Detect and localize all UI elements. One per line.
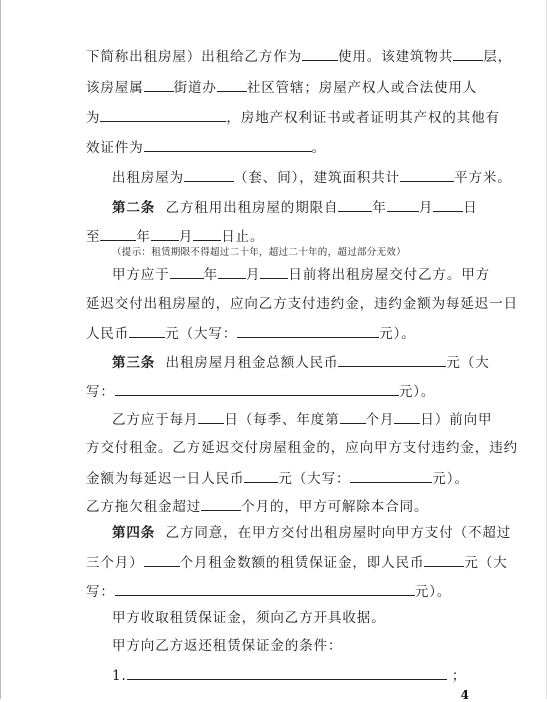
- text-run: 甲方应于: [112, 267, 170, 283]
- text-run: 街道办: [173, 80, 217, 96]
- text-run: 元）。: [379, 326, 416, 342]
- text-line: [0, 382, 547, 400]
- text-run: 元（大写：: [165, 326, 238, 342]
- text-line: [0, 497, 547, 515]
- text-line: [0, 296, 547, 312]
- text-run: 平方米。: [454, 170, 512, 186]
- fill-blank[interactable]: [244, 469, 278, 483]
- text-line: [0, 324, 547, 342]
- text-run: 为: [86, 110, 101, 126]
- text-line: [0, 108, 547, 126]
- text-line: [0, 410, 547, 428]
- text-run: 元）。: [398, 384, 436, 400]
- fill-blank[interactable]: [260, 265, 288, 279]
- text-line: [0, 227, 547, 245]
- text-run: 乙方同意，在甲方交付出租房屋时向甲方支付（不超过: [165, 525, 512, 541]
- fill-blank[interactable]: [218, 265, 246, 279]
- fill-blank[interactable]: [193, 227, 221, 241]
- text-run: 年: [136, 229, 151, 245]
- fill-blank[interactable]: [424, 553, 464, 567]
- text-run: 乙方应于每月: [112, 412, 199, 428]
- fill-blank[interactable]: [198, 410, 224, 424]
- text-run: 写：: [86, 384, 115, 400]
- text-run: 出租房屋为: [112, 170, 184, 186]
- text-line: [0, 198, 547, 216]
- text-run: 日）前向甲: [420, 412, 493, 428]
- text-run: 日前将出租房屋交付乙方。甲方: [288, 267, 491, 283]
- text-run: 金额为每延迟一日人民币: [86, 471, 245, 487]
- text-line: [0, 553, 547, 571]
- fill-blank[interactable]: [184, 168, 234, 182]
- fill-blank[interactable]: [115, 582, 415, 596]
- text-run: 写：: [86, 584, 115, 600]
- list-number: 1.: [112, 668, 127, 684]
- text-line: [0, 138, 547, 156]
- fill-blank[interactable]: [340, 410, 366, 424]
- text-run: 元（大写：: [278, 471, 351, 487]
- text-run: 月: [178, 229, 194, 245]
- fill-blank[interactable]: [338, 353, 446, 367]
- text-run: 乙方租用出租房屋的期限自: [165, 200, 339, 216]
- text-line: [0, 638, 547, 654]
- text-run: 个月的，甲方可解除本合同。: [241, 499, 429, 515]
- fill-blank[interactable]: [100, 227, 136, 241]
- hint-note: [0, 245, 547, 261]
- fill-blank[interactable]: [170, 265, 204, 279]
- text-line: [0, 353, 547, 371]
- text-line: [0, 168, 547, 186]
- fill-blank[interactable]: [127, 666, 447, 680]
- text-run: 年: [372, 200, 387, 216]
- fill-blank[interactable]: [129, 324, 165, 338]
- fill-blank[interactable]: [201, 497, 241, 511]
- text-line: [0, 666, 547, 684]
- text-run: 甲方收取租赁保证金，须向乙方开具收据。: [112, 610, 386, 626]
- fill-blank[interactable]: [433, 198, 463, 212]
- fill-blank[interactable]: [144, 138, 312, 152]
- text-run: 甲方向乙方返还租赁保证金的条件：: [112, 638, 343, 654]
- text-run: 出租房屋月租金总额人民币: [165, 355, 339, 371]
- text-run: ；: [451, 668, 467, 684]
- text-run: 元）。: [414, 584, 452, 600]
- text-line: [0, 440, 547, 456]
- text-line: [0, 78, 547, 96]
- fill-blank[interactable]: [394, 410, 420, 424]
- text-run: 方交付租金。乙方延迟交付房屋租金的，应向甲方支付违约金，违约: [86, 440, 518, 456]
- text-run: 个月: [365, 412, 395, 428]
- text-run: 。: [311, 140, 327, 156]
- fill-blank[interactable]: [217, 78, 247, 92]
- fill-blank[interactable]: [302, 47, 338, 61]
- text-run: 元（大: [446, 355, 490, 371]
- fill-blank[interactable]: [144, 553, 180, 567]
- text-line: [0, 525, 547, 541]
- text-run: 社区管辖；房屋产权人或合法使用人: [246, 80, 478, 96]
- fill-blank[interactable]: [453, 47, 483, 61]
- text-run: 年: [203, 267, 219, 283]
- article-heading: 第四条: [112, 525, 156, 541]
- fill-blank[interactable]: [400, 168, 454, 182]
- text-run: 至: [86, 229, 101, 245]
- article-heading: 第三条: [112, 355, 156, 371]
- text-run: 层，: [483, 49, 513, 65]
- text-run: 人民币: [86, 326, 130, 342]
- fill-blank[interactable]: [100, 108, 226, 122]
- text-run: 延迟交付出租房屋的，应向乙方支付违约金，违约金额为每延迟一日: [86, 296, 518, 312]
- text-run: 乙方拖欠租金超过: [86, 499, 202, 515]
- fill-blank[interactable]: [237, 324, 379, 338]
- fill-blank[interactable]: [350, 469, 432, 483]
- text-run: 元）。: [432, 471, 469, 487]
- text-run: （套、间），建筑面积共计: [234, 170, 401, 186]
- text-run: 日（每季、年度第: [224, 412, 340, 428]
- text-run: 下简称出租房屋）出租给乙方作为: [86, 49, 302, 65]
- text-run: 月: [246, 267, 261, 283]
- text-line: [0, 582, 547, 600]
- hint-text: （提示：租赁期限不得超过二十年，超过二十年的，超过部分无效）: [112, 247, 407, 258]
- fill-blank[interactable]: [151, 227, 179, 241]
- text-run: 该房屋属: [86, 80, 144, 96]
- fill-blank[interactable]: [115, 382, 399, 396]
- text-run: 效证件为: [86, 140, 144, 156]
- text-run: 元（大: [464, 555, 508, 571]
- text-run: 使用。该建筑物共: [338, 49, 454, 65]
- text-line: [0, 265, 547, 283]
- fill-blank[interactable]: [144, 78, 174, 92]
- text-run: ，房地产权利证书或者证明其产权的其他有: [226, 110, 501, 126]
- text-run: 日止。: [221, 229, 265, 245]
- article-heading: 第二条: [112, 200, 156, 216]
- text-line: [0, 469, 547, 487]
- fill-blank[interactable]: [387, 198, 419, 212]
- text-line: [0, 610, 547, 626]
- fill-blank[interactable]: [338, 198, 372, 212]
- text-run: 个月租金数额的租赁保证金，即人民币: [179, 555, 425, 571]
- text-line: [0, 47, 547, 65]
- page-corner-mark: 4: [460, 688, 469, 702]
- text-run: 月: [418, 200, 434, 216]
- text-run: 日: [463, 200, 478, 216]
- text-run: 三个月）: [86, 555, 144, 571]
